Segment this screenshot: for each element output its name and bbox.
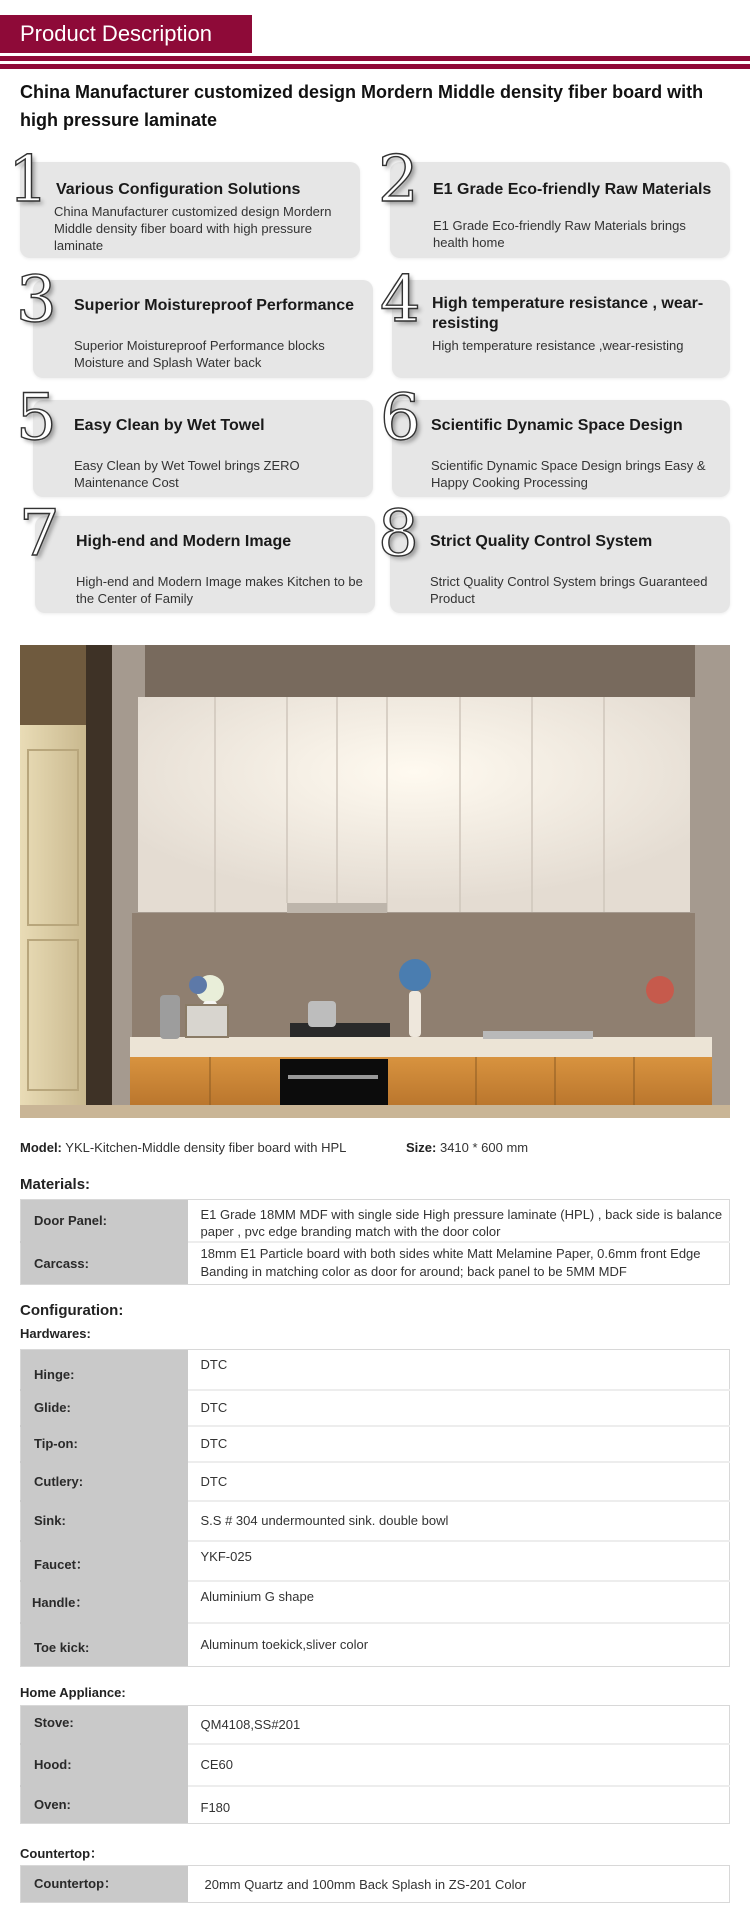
number-7-icon: 7 <box>19 497 60 571</box>
kitchen-illustration <box>20 645 730 1118</box>
spec-label: Door Panel: <box>21 1200 188 1242</box>
spec-label: Oven: <box>21 1786 188 1824</box>
feature-body: High temperature resistance ,wear-resisting <box>432 338 684 353</box>
number-2-icon: 2 <box>378 143 419 217</box>
table-row <box>21 1501 730 1541</box>
spec-value: F180 <box>188 1786 730 1824</box>
table-row <box>21 1426 730 1462</box>
number-5-icon: 5 <box>16 381 57 455</box>
spec-value: DTC <box>188 1350 730 1390</box>
table-row <box>21 1462 730 1501</box>
feature-body: Scientific Dynamic Space Design brings Easy & Happy Cooking Processing <box>431 458 706 490</box>
table-row <box>21 1866 730 1903</box>
feature-title: Strict Quality Control System <box>430 533 653 550</box>
table-row <box>21 1541 730 1581</box>
feature-title: High-end and Modern Image <box>76 533 292 550</box>
spec-value: DTC <box>188 1390 730 1426</box>
spec-label: Hinge: <box>21 1350 188 1390</box>
spec-label: Toe kick: <box>21 1623 188 1667</box>
spec-label: Stove: <box>21 1706 188 1744</box>
spec-value: 18mm E1 Particle board with both sides white Matt Melamine Paper, 0.6mm front Edge Banding in matching color as door for around; back panel to be 5MM MDF <box>188 1242 730 1285</box>
feature-card-8 <box>378 497 730 613</box>
number-6-icon: 6 <box>380 381 421 455</box>
number-1-icon: 1 <box>8 143 49 217</box>
materials-heading: Materials: <box>20 1176 91 1193</box>
table-row <box>21 1786 730 1824</box>
spec-label: Glide: <box>21 1390 188 1426</box>
feature-card-3 <box>16 263 373 378</box>
feature-body: Easy Clean by Wet Towel brings ZERO Maintenance Cost <box>74 458 300 490</box>
configuration-heading: Configuration: <box>20 1302 124 1319</box>
model-label: Model: <box>20 1140 62 1155</box>
table-row <box>21 1706 730 1744</box>
spec-value: S.S # 304 undermounted sink. double bowl <box>188 1501 730 1541</box>
table-row <box>21 1242 730 1285</box>
spec-label: Hood: <box>21 1744 188 1786</box>
spec-label: Tip-on: <box>21 1426 188 1462</box>
hardwares-table <box>20 1349 730 1667</box>
model-value: YKL-Kitchen-Middle density fiber board with HPL <box>65 1140 347 1155</box>
spec-value: E1 Grade 18MM MDF with single side High pressure laminate (HPL) , back side is balance paper , pvc edge branding match with the door color <box>188 1200 730 1242</box>
materials-table <box>20 1199 730 1285</box>
size-info <box>406 1140 528 1155</box>
spec-value: DTC <box>188 1462 730 1501</box>
divider-line <box>0 56 750 61</box>
spec-value: Aluminum toekick,sliver color <box>188 1623 730 1667</box>
number-3-icon: 3 <box>16 263 57 337</box>
feature-body: China Manufacturer customized design Mordern Middle density fiber board with high pressure laminate <box>54 204 332 253</box>
spec-label: Sink: <box>21 1501 188 1541</box>
feature-card-2 <box>378 143 730 258</box>
product-title: China Manufacturer customized design Mordern Middle density fiber board with high pressure laminate <box>20 82 704 130</box>
number-8-icon: 8 <box>378 497 419 571</box>
spec-value: Aluminium G shape <box>188 1581 730 1623</box>
feature-title: E1 Grade Eco-friendly Raw Materials <box>433 181 712 198</box>
feature-body: E1 Grade Eco-friendly Raw Materials brings health home <box>433 218 686 250</box>
table-row <box>21 1623 730 1667</box>
home-appliance-table <box>20 1705 730 1824</box>
spec-label: Faucet： <box>21 1541 188 1581</box>
feature-card-6 <box>380 381 730 497</box>
countertop-table <box>20 1865 730 1903</box>
size-label: Size: <box>406 1140 437 1155</box>
feature-body: Superior Moistureproof Performance blocks Moisture and Splash Water back <box>74 338 325 370</box>
spec-value: QM4108,SS#201 <box>188 1706 730 1744</box>
spec-value: CE60 <box>188 1744 730 1786</box>
spec-value: 20mm Quartz and 100mm Back Splash in ZS-201 Color <box>188 1866 730 1903</box>
spec-label: Countertop： <box>21 1866 188 1903</box>
section-banner: Product Description <box>0 15 252 53</box>
spec-label: Cutlery: <box>21 1462 188 1501</box>
table-row <box>21 1200 730 1242</box>
number-4-icon: 4 <box>380 263 421 337</box>
model-info <box>20 1140 346 1155</box>
feature-title: Easy Clean by Wet Towel <box>74 417 265 434</box>
hardwares-heading: Hardwares: <box>20 1326 91 1341</box>
spec-label: Carcass: <box>21 1242 188 1285</box>
feature-card-7 <box>19 497 375 613</box>
spec-label: Handle： <box>21 1581 188 1623</box>
home-appliance-heading: Home Appliance: <box>20 1685 126 1700</box>
divider-line <box>0 64 750 69</box>
feature-title: Scientific Dynamic Space Design <box>431 417 683 434</box>
table-row <box>21 1581 730 1623</box>
feature-card-1 <box>8 143 360 258</box>
spec-value: YKF-025 <box>188 1541 730 1581</box>
table-row <box>21 1744 730 1786</box>
feature-title: Superior Moistureproof Performance <box>74 297 355 314</box>
table-row <box>21 1390 730 1426</box>
kitchen-product-photo <box>20 645 730 1118</box>
feature-body: Strict Quality Control System brings Guaranteed Product <box>430 574 708 606</box>
feature-card-4 <box>380 263 730 378</box>
size-value: 3410 * 600 mm <box>439 1140 529 1155</box>
countertop-heading: Countertop： <box>20 1846 104 1861</box>
spec-value: DTC <box>188 1426 730 1462</box>
feature-title: Various Configuration Solutions <box>56 181 301 198</box>
table-row <box>21 1350 730 1390</box>
feature-title: High temperature resistance , wear-resisting <box>432 295 704 332</box>
feature-card-5 <box>16 381 373 497</box>
feature-body: High-end and Modern Image makes Kitchen to be the Center of Family <box>76 574 363 606</box>
